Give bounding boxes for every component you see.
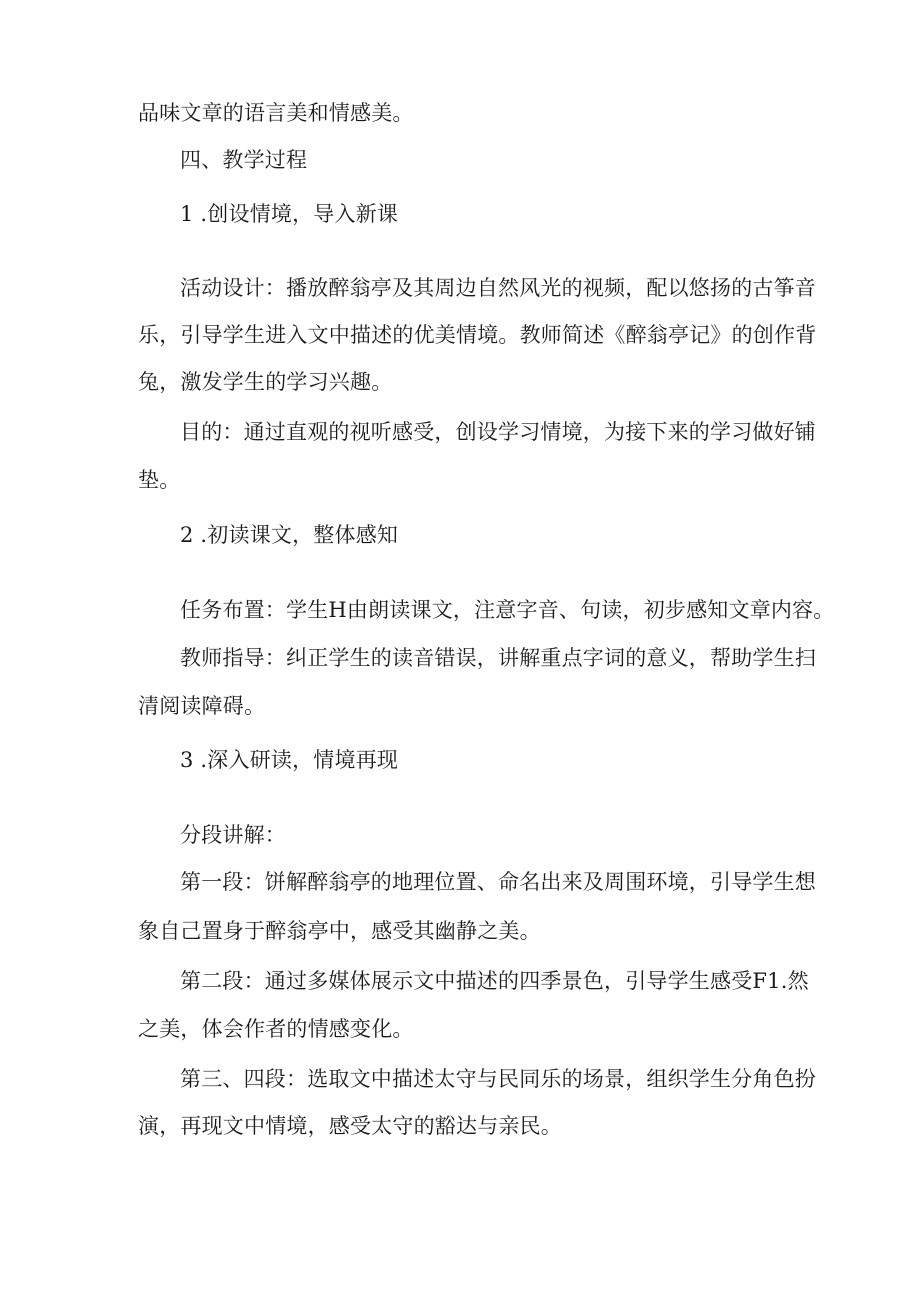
paragraph-line: 教师指导：纠正学生的读音错误，讲解重点字词的意义，帮助学生扫 — [180, 646, 816, 670]
paragraph-line: 活动设计：播放醉翁亭及其周边自然风光的视频，配以悠扬的古筝音 — [180, 276, 816, 300]
paragraph-line: 象自己置身于醉翁亭中，感受其幽静之美。 — [138, 919, 541, 943]
paragraph-line: 乐，引导学生进入文中描述的优美情境。教师简述《醉翁亭记》的创作背 — [138, 323, 817, 347]
paragraph-line: 兔，激发学生的学习兴趣。 — [138, 370, 393, 394]
paragraph-line: 品味文章的语言美和情感美。 — [138, 101, 414, 125]
paragraph-line: 任务布置：学生H由朗读课文，注意字音、句读，初步感知文章内容。 — [180, 598, 835, 622]
step-heading: 1 .创设情境，导入新课 — [180, 202, 399, 226]
step-heading: 2 .初读课文，整体感知 — [180, 523, 399, 547]
section-heading: 四、教学过程 — [180, 148, 308, 172]
paragraph-line: 之美，体会作者的情感变化。 — [138, 1017, 414, 1041]
paragraph-line: 清阅读障碍。 — [138, 694, 266, 718]
paragraph-line: 第二段：通过多媒体展示文中描述的四季景色，引导学生感受F1.然 — [180, 969, 809, 993]
paragraph-line: 演，再现文中情境，感受太守的豁达与亲民。 — [138, 1114, 562, 1138]
paragraph-line: 分段讲解： — [180, 823, 286, 847]
paragraph-line: 目的：通过直观的视听感受，创设学习情境，为接下来的学习做好铺 — [180, 420, 816, 444]
paragraph-line: 第一段：饼解醉翁亭的地理位置、命名出来及周围环境，引导学生想 — [180, 870, 816, 894]
step-heading: 3 .深入研读，情境再现 — [180, 748, 399, 772]
paragraph-line: 垫。 — [138, 468, 181, 492]
paragraph-line: 第三、四段：选取文中描述太守与民同乐的场景，组织学生分角色扮 — [180, 1067, 816, 1091]
